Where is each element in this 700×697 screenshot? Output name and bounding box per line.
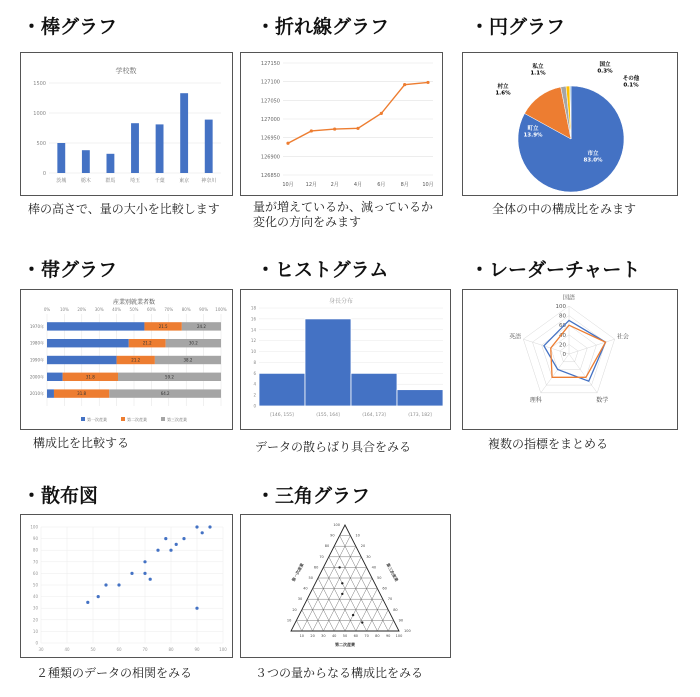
band-xtick-label: 100% [215, 307, 227, 312]
band-segment [47, 389, 54, 397]
line-ytick-label: 127050 [260, 98, 280, 105]
ternary-tick-label: 30 [297, 597, 303, 602]
scatter-ytick-label: 30 [32, 605, 38, 611]
line-xtick-label: 8月 [400, 182, 409, 188]
line-ytick-label: 126900 [260, 154, 280, 161]
band-category-label: 1990年 [29, 357, 44, 363]
band-data-label: 21.2 [142, 340, 152, 346]
histogram-ytick-label: 16 [250, 316, 256, 322]
line-point [333, 127, 336, 130]
pie-slice-label: 私立 1.1% [530, 64, 546, 77]
radar-axis-line [541, 354, 569, 393]
histogram-ytick-label: 18 [250, 305, 256, 311]
scatter-ytick-label: 80 [32, 547, 38, 553]
bar-ytick-label: 500 [36, 141, 46, 147]
histogram-ytick-label: 0 [253, 403, 256, 409]
scatter-xtick-label: 60 [116, 647, 122, 652]
band-data-label: 21.2 [131, 357, 141, 363]
ternary-tick-label: 90 [385, 634, 391, 638]
radar-tick-label: 20 [559, 342, 566, 349]
scatter-xtick-label: 50 [90, 647, 96, 652]
pie-slice-label: 市立 83.0% [583, 151, 603, 164]
line-xtick-label: 12月 [305, 182, 318, 188]
band-segment [47, 356, 117, 364]
line-point [426, 81, 429, 84]
radar-axis-line [569, 354, 597, 393]
scatter-ytick-label: 20 [32, 617, 38, 623]
scatter-xtick-label: 90 [194, 647, 200, 652]
ternary-tick-label: 70 [364, 634, 369, 638]
bar-mark [106, 154, 114, 173]
line-point [403, 83, 406, 86]
scatter-point [195, 525, 198, 528]
histogram-bin-label: (164, 173] [362, 413, 386, 418]
scatter-point [143, 560, 146, 563]
line-chart-panel [240, 52, 443, 196]
radar-tick-label: 80 [559, 313, 566, 320]
ternary-chart-title: ・三角グラフ [256, 485, 371, 507]
scatter-ytick-label: 70 [32, 559, 38, 565]
band-category-label: 1970年 [29, 323, 44, 329]
band-xtick-label: 80% [181, 307, 191, 312]
radar-tick-label: 100 [555, 304, 566, 310]
bar-chart-caption: 棒の高さで、量の大小を比較します [28, 202, 220, 216]
scatter-point [86, 601, 89, 604]
scatter-point [164, 537, 167, 540]
band-chart-panel [20, 289, 233, 430]
histogram-bar [397, 390, 443, 406]
ternary-tick-label: 100 [404, 629, 411, 633]
band-xtick-label: 20% [77, 307, 87, 312]
ternary-chart-panel [240, 514, 451, 658]
pie-chart-title: ・円グラフ [470, 16, 566, 38]
bar-chart-title: ・棒グラフ [22, 16, 118, 38]
ternary-tick-label: 60 [353, 634, 359, 638]
bar-mark [57, 143, 65, 173]
ternary-tick-label: 50 [342, 634, 348, 638]
histogram-title: ・ヒストグラム [256, 259, 389, 281]
line-chart-title: ・折れ線グラフ [256, 16, 390, 38]
band-xtick-label: 40% [112, 307, 122, 312]
ternary-tick-label: 30 [366, 554, 371, 559]
ternary-chart-caption: ３つの量からなる構成比をみる [255, 666, 424, 680]
line-ytick-label: 127000 [260, 117, 280, 123]
band-segment [47, 322, 144, 330]
radar-tick-label: 60 [559, 323, 566, 330]
band-legend-swatch [121, 417, 125, 421]
ternary-gridline [345, 578, 372, 631]
ternary-tick-label: 60 [313, 565, 319, 570]
bar-xtick-label: 埼玉 [129, 178, 141, 184]
scatter-ytick-label: 60 [32, 570, 38, 576]
line-xtick-label: 10月 [282, 182, 294, 188]
ternary-tick-label: 80 [393, 607, 398, 612]
histogram-bin-label: (155, 164] [316, 413, 340, 418]
band-xtick-label: 50% [129, 307, 139, 312]
band-chart-heading: 産業別就業者数 [112, 299, 156, 306]
band-segment [47, 373, 63, 381]
bar-chart-panel [20, 52, 233, 196]
ternary-tick-label: 80 [375, 634, 380, 638]
ternary-tick-label: 90 [330, 533, 335, 538]
ternary-tick-label: 70 [387, 597, 393, 602]
band-xtick-label: 0% [43, 307, 51, 312]
scatter-point [156, 549, 159, 552]
scatter-ytick-label: 100 [30, 524, 38, 530]
scatter-chart-title: ・散布図 [22, 485, 99, 507]
scatter-point [195, 607, 198, 610]
ternary-point [341, 593, 343, 595]
ternary-point [338, 566, 340, 568]
band-legend-label: 第二次産業 [127, 417, 147, 422]
bar-xtick-label: 群馬 [105, 178, 116, 184]
scatter-chart-panel [20, 514, 233, 658]
bar-mark [156, 124, 164, 173]
radar-chart-panel [462, 289, 678, 430]
ternary-tick-label: 50 [377, 576, 382, 580]
scatter-point [208, 525, 211, 528]
ternary-tick-label: 70 [319, 554, 324, 559]
line-series [288, 82, 428, 143]
bar-chart-heading: 学校数 [115, 67, 137, 75]
scatter-ytick-label: 10 [32, 628, 38, 634]
scatter-xtick-label: 30 [38, 647, 44, 652]
line-ytick-label: 126950 [260, 135, 280, 142]
scatter-point [130, 572, 133, 575]
line-point [356, 127, 359, 130]
ternary-tick-label: 90 [398, 618, 404, 623]
line-chart-caption: 量が増えているか、減っているか 変化の方向をみます [253, 200, 434, 229]
scatter-xtick-label: 40 [64, 647, 70, 652]
ternary-point [352, 614, 354, 616]
band-legend-swatch [81, 417, 85, 421]
radar-chart-title: ・レーダーチャート [470, 259, 641, 281]
pie-slice-label: その他 0.1% [622, 76, 640, 89]
bar-mark [82, 150, 90, 173]
band-data-label: 64.2 [160, 391, 170, 397]
ternary-tick-label: 20 [360, 544, 366, 549]
histogram-bar [351, 373, 397, 406]
bar-mark [205, 120, 213, 173]
band-data-label: 24.2 [196, 323, 206, 329]
pie-slice-label: 国立 0.3% [597, 62, 613, 75]
band-xtick-label: 10% [59, 307, 69, 312]
pie-slice-label: 村立 1.6% [495, 84, 511, 97]
band-category-label: 1980年 [29, 340, 44, 346]
radar-tick-label: 0 [562, 352, 566, 358]
ternary-gridline [388, 620, 393, 631]
scatter-point [117, 583, 120, 586]
bar-mark [180, 93, 188, 173]
ternary-axis-label: 第二次産業 [335, 642, 355, 647]
histogram-ytick-label: 6 [253, 370, 256, 376]
radar-chart-caption: 複数の指標をまとめる [488, 437, 609, 451]
bar-xtick-label: 神奈川 [201, 178, 217, 184]
ternary-tick-label: 100 [395, 634, 403, 638]
histogram-ytick-label: 14 [250, 327, 256, 333]
histogram-heading: 身長分布 [328, 298, 354, 305]
histogram-caption: データの散らばり具合をみる [255, 440, 412, 454]
bar-ytick-label: 1000 [33, 111, 46, 117]
band-category-label: 2010年 [29, 391, 44, 397]
line-xtick-label: 6月 [377, 182, 386, 188]
ternary-tick-label: 10 [299, 634, 305, 638]
radar-axis-line [569, 339, 615, 354]
bar-xtick-label: 栃木 [80, 178, 91, 184]
band-data-label: 38.2 [183, 357, 193, 363]
line-ytick-label: 126850 [260, 173, 280, 179]
line-point [286, 142, 289, 145]
bar-mark [131, 123, 139, 173]
ternary-gridline [340, 533, 389, 631]
bar-xtick-label: 茨城 [56, 178, 67, 184]
ternary-tick-label: 30 [321, 634, 326, 638]
histogram-panel [240, 289, 451, 430]
band-xtick-label: 70% [164, 307, 174, 312]
histogram-ytick-label: 12 [250, 338, 256, 344]
line-point [380, 112, 383, 115]
ternary-tick-label: 40 [371, 565, 377, 570]
ternary-gridline [296, 620, 301, 631]
ternary-gridline [318, 578, 345, 631]
line-ytick-label: 127100 [260, 79, 280, 86]
line-ytick-label: 127150 [260, 61, 280, 67]
band-data-label: 21.5 [158, 323, 168, 329]
scatter-ytick-label: 90 [32, 536, 38, 542]
ternary-tick-label: 40 [303, 586, 308, 591]
ternary-gridline [367, 599, 383, 631]
band-xtick-label: 60% [146, 307, 156, 312]
scatter-point [149, 578, 152, 581]
band-data-label: 31.8 [85, 374, 95, 380]
ternary-axis-label: 第一次産業 [290, 562, 305, 583]
bar-ytick-label: 0 [42, 171, 46, 177]
scatter-point [182, 537, 185, 540]
ternary-tick-label: 50 [308, 576, 313, 580]
ternary-tick-label: 60 [382, 586, 387, 591]
band-chart-title: ・帯グラフ [22, 259, 118, 281]
pie-chart-caption: 全体の中の構成比をみます [492, 202, 637, 216]
band-legend-label: 第三次産業 [167, 417, 187, 422]
line-xtick-label: 10月 [422, 182, 434, 188]
ternary-tick-label: 100 [333, 523, 340, 527]
radar-axis-label: 数学 [596, 396, 609, 404]
scatter-chart-caption: ２種類のデータの相関をみる [36, 666, 193, 680]
pie-chart-panel [462, 52, 678, 196]
ternary-tick-label: 10 [286, 618, 292, 623]
bar-xtick-label: 東京 [179, 178, 190, 184]
ternary-point [361, 621, 363, 623]
scatter-point [143, 572, 146, 575]
ternary-tick-label: 20 [310, 634, 315, 638]
scatter-point [175, 543, 178, 546]
band-chart-caption: 構成比を比較する [33, 436, 130, 450]
scatter-point [201, 531, 204, 534]
band-segment [47, 339, 129, 347]
band-xtick-label: 90% [199, 307, 209, 312]
histogram-ytick-label: 8 [253, 359, 256, 365]
band-xtick-label: 30% [94, 307, 104, 312]
band-data-label: 30.2 [188, 340, 198, 346]
ternary-tick-label: 80 [324, 544, 330, 549]
histogram-ytick-label: 2 [253, 392, 256, 398]
ternary-point [341, 582, 343, 584]
line-point [310, 129, 313, 132]
band-legend-swatch [161, 417, 165, 421]
band-data-label: 31.8 [77, 391, 87, 397]
ternary-tick-label: 20 [292, 607, 297, 612]
histogram-bin-label: [146, 155] [270, 413, 294, 418]
bar-ytick-label: 1500 [33, 81, 46, 87]
histogram-ytick-label: 10 [250, 349, 256, 355]
histogram-bin-label: (173, 182] [408, 413, 432, 418]
radar-axis-label: 社会 [616, 333, 629, 341]
scatter-xtick-label: 80 [168, 647, 174, 652]
ternary-tick-label: 40 [331, 634, 337, 638]
band-legend-label: 第一次産業 [87, 417, 107, 422]
radar-axis-label: 理科 [529, 396, 542, 404]
radar-axis-label: 英語 [509, 333, 522, 341]
line-xtick-label: 4月 [353, 182, 363, 188]
scatter-ytick-label: 0 [35, 640, 38, 646]
band-category-label: 2000年 [29, 374, 44, 380]
radar-axis-label: 国語 [562, 294, 576, 302]
ternary-gridline [329, 557, 367, 631]
pie-slice-label: 町立 13.9% [523, 126, 543, 139]
scatter-ytick-label: 40 [32, 594, 38, 600]
ternary-gridline [307, 599, 323, 631]
bar-xtick-label: 千葉 [154, 178, 165, 184]
histogram-bar [305, 319, 351, 406]
radar-tick-label: 40 [559, 332, 566, 339]
scatter-point [104, 583, 107, 586]
scatter-ytick-label: 50 [32, 582, 38, 588]
scatter-xtick-label: 70 [142, 647, 148, 652]
ternary-tick-label: 10 [355, 533, 360, 538]
scatter-xtick-label: 100 [219, 647, 227, 652]
band-data-label: 59.2 [165, 374, 174, 380]
scatter-point [97, 595, 100, 598]
scatter-point [169, 549, 172, 552]
histogram-bar [259, 373, 305, 406]
histogram-ytick-label: 4 [253, 381, 256, 387]
ternary-axis-label: 第三次産業 [385, 562, 400, 583]
line-xtick-label: 2月 [330, 182, 339, 188]
